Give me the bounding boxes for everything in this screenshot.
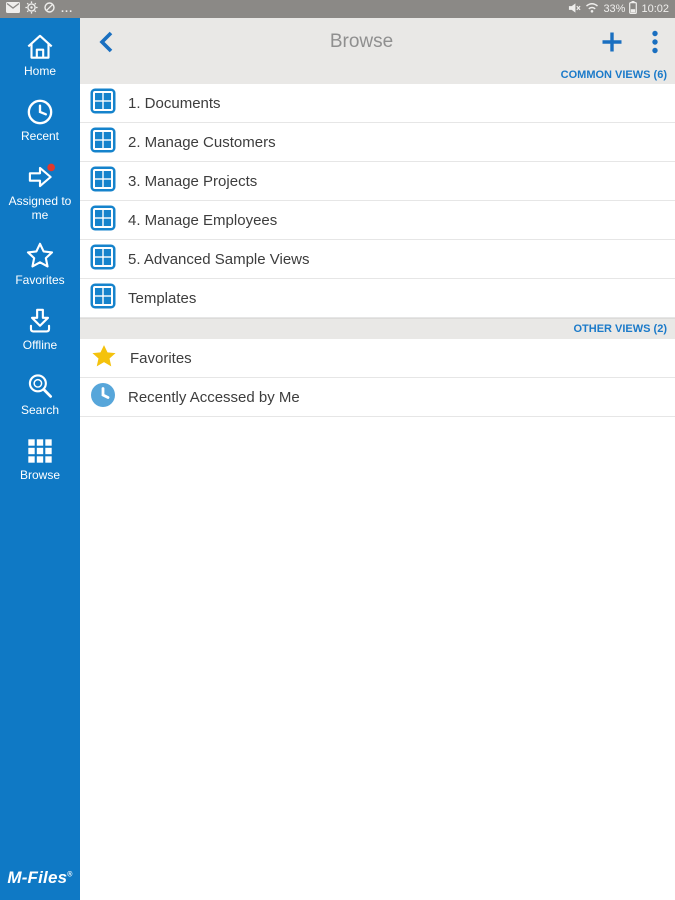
home-icon	[23, 30, 57, 64]
sidebar-item-label: Search	[20, 403, 60, 417]
gear-icon	[25, 1, 38, 17]
status-overflow: ...	[61, 3, 74, 15]
overflow-menu-button[interactable]	[651, 29, 659, 55]
view-item-templates[interactable]	[80, 279, 675, 318]
navigation-bar	[80, 18, 675, 66]
list-item-label: Templates	[128, 289, 197, 307]
view-grid-icon	[90, 205, 116, 236]
download-icon	[23, 304, 57, 338]
sidebar-item-browse[interactable]	[0, 434, 80, 482]
list-item-label: Favorites	[130, 349, 192, 367]
view-grid-icon	[90, 88, 116, 119]
sidebar-item-label: Favorites	[15, 273, 65, 287]
status-bar	[0, 0, 675, 18]
view-grid-icon	[90, 283, 116, 314]
view-item-advanced-sample-views[interactable]	[80, 240, 675, 279]
clock-outline-icon	[23, 95, 57, 129]
section-label: OTHER VIEWS (2)	[573, 323, 667, 335]
list-item-label: 5. Advanced Sample Views	[128, 250, 310, 268]
sidebar-item-label: Home	[23, 64, 56, 78]
sidebar-item-search[interactable]	[0, 369, 80, 417]
sidebar-item-label: Recent	[20, 129, 60, 143]
view-grid-icon	[90, 127, 116, 158]
view-item-manage-customers[interactable]	[80, 123, 675, 162]
view-item-documents[interactable]	[80, 84, 675, 123]
view-item-favorites[interactable]	[80, 339, 675, 378]
sidebar-item-home[interactable]	[0, 30, 80, 78]
sidebar-item-label: Assigned to me	[8, 194, 72, 222]
view-grid-icon	[90, 244, 116, 275]
mail-icon	[6, 2, 20, 16]
arrow-right-icon	[23, 160, 57, 194]
status-time: 10:02	[641, 3, 669, 15]
sidebar-item-offline[interactable]	[0, 304, 80, 352]
sync-icon	[43, 1, 56, 17]
section-header-other-views	[80, 318, 675, 339]
wifi-icon	[585, 2, 599, 16]
section-header-common-views	[80, 66, 675, 84]
sidebar-item-favorites[interactable]	[0, 239, 80, 287]
star-outline-icon	[23, 239, 57, 273]
battery-percent: 33%	[603, 3, 626, 15]
battery-icon	[629, 1, 637, 17]
grid-icon	[23, 434, 57, 468]
notification-badge	[47, 164, 55, 172]
view-item-manage-projects[interactable]	[80, 162, 675, 201]
list-item-label: 3. Manage Projects	[128, 172, 258, 190]
list-item-label: 2. Manage Customers	[128, 133, 276, 151]
add-button[interactable]	[599, 29, 625, 55]
sidebar-item-assigned-to-me[interactable]	[0, 160, 80, 222]
sidebar	[0, 18, 80, 900]
list-item-label: 4. Manage Employees	[128, 211, 278, 229]
mfiles-logo: M-Files®	[7, 868, 73, 887]
magnifier-icon	[23, 369, 57, 403]
empty-area	[80, 417, 675, 900]
sidebar-item-label: Offline	[22, 338, 58, 352]
view-item-recently-accessed[interactable]	[80, 378, 675, 417]
back-button[interactable]	[94, 27, 124, 57]
content-area	[80, 18, 675, 900]
star-icon	[90, 342, 118, 375]
sidebar-item-recent[interactable]	[0, 95, 80, 143]
clock-icon	[90, 382, 116, 413]
mute-icon	[568, 2, 581, 17]
sidebar-item-label: Browse	[19, 468, 60, 482]
list-item-label: Recently Accessed by Me	[128, 388, 300, 406]
section-label: COMMON VIEWS (6)	[560, 69, 667, 81]
list-item-label: 1. Documents	[128, 94, 221, 112]
view-item-manage-employees[interactable]	[80, 201, 675, 240]
view-grid-icon	[90, 166, 116, 197]
page-title: Browse	[329, 31, 394, 52]
